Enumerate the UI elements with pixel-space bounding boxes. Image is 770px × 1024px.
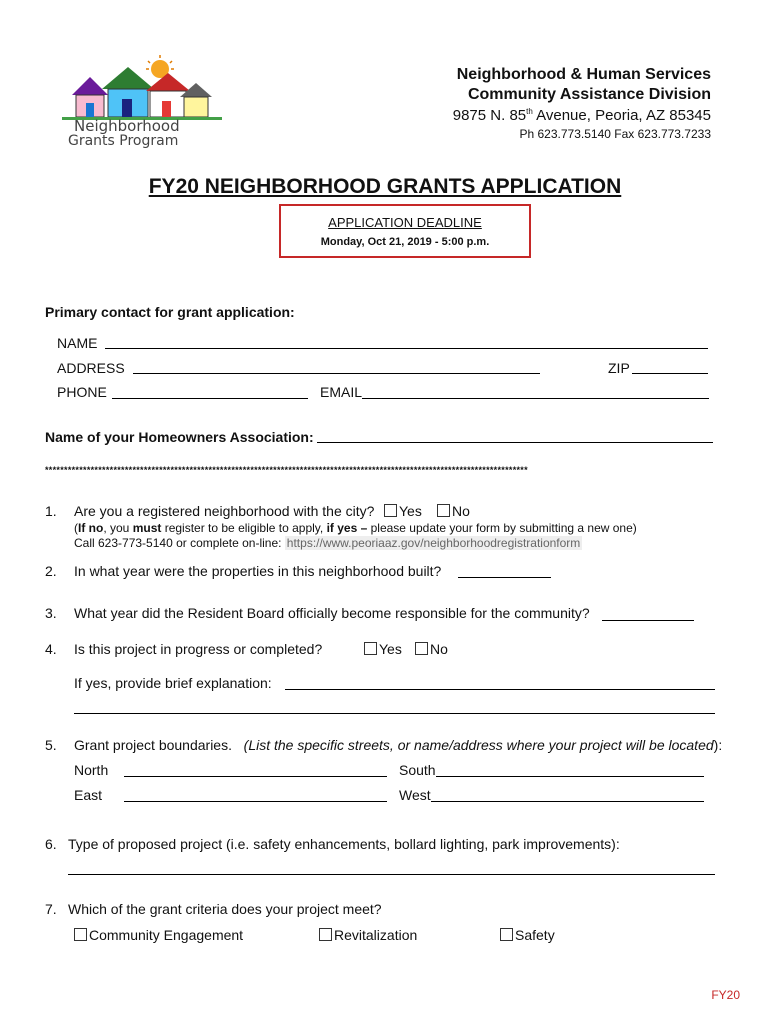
criteria-community-label: Community Engagement [89, 927, 244, 943]
q4-explain-field-1[interactable] [285, 689, 715, 690]
q1-note-if-yes: if yes – [326, 521, 368, 535]
q1-call-text: Call 623-773-5140 or complete on-line: [74, 536, 285, 550]
zip-field[interactable] [632, 373, 708, 374]
q3-text: What year did the Resident Board officially become responsible for the community? [74, 605, 590, 621]
q1-note: (If no, you must register to be eligible to apply, if yes – please update your form by submitting a new one) [74, 521, 637, 535]
q1-call [74, 536, 582, 550]
criteria-community-option[interactable] [74, 927, 243, 943]
logo-text-line1: Neighborhood [74, 117, 180, 135]
phone-label: PHONE [57, 384, 107, 400]
east-field[interactable] [124, 801, 387, 802]
q4-yes-label: Yes [379, 641, 402, 657]
north-label: North [74, 762, 109, 778]
q5-line [74, 737, 722, 753]
q1-note-b: register to be eligible to apply, [161, 521, 327, 535]
hoa-field[interactable] [317, 442, 713, 443]
criteria-safety-label: Safety [515, 927, 555, 943]
registration-link[interactable]: https://www.peoriaaz.gov/neighborhoodregistrationform [286, 536, 581, 550]
q2-text: In what year were the properties in this neighborhood built? [74, 563, 442, 579]
name-label: NAME [57, 335, 98, 351]
q5-italic: (List the specific streets, or name/address where your project will be located [243, 737, 714, 753]
south-field[interactable] [436, 776, 704, 777]
q4-yes-checkbox[interactable] [364, 642, 377, 655]
criteria-revitalization-label: Revitalization [334, 927, 418, 943]
q4-yes-option[interactable] [364, 641, 402, 657]
hoa-label: Name of your Homeowners Association: [45, 429, 314, 445]
email-field[interactable] [362, 398, 709, 399]
q4-number: 4. [45, 641, 57, 657]
q4-explain-label: If yes, provide brief explanation: [74, 675, 272, 691]
q2-field[interactable] [458, 577, 551, 578]
name-field[interactable] [105, 348, 708, 349]
q1-no-option[interactable] [437, 503, 470, 519]
contact-heading: Primary contact for grant application: [45, 304, 295, 320]
q6-number: 6. [45, 836, 57, 852]
page-title: FY20 NEIGHBORHOOD GRANTS APPLICATION [148, 175, 622, 198]
q6-field[interactable] [68, 874, 715, 875]
phone-fax: Ph 623.773.5140 Fax 623.773.7233 [519, 127, 711, 141]
q4-explain-field-2[interactable] [74, 713, 715, 714]
logo-text-line2: Grants Program [68, 133, 179, 149]
criteria-revitalization-checkbox[interactable] [319, 928, 332, 941]
q2-number: 2. [45, 563, 57, 579]
houses-logo-icon [62, 55, 222, 125]
email-label: EMAIL [320, 384, 363, 400]
q1-note-if-no: If no [78, 521, 104, 535]
criteria-safety-checkbox[interactable] [500, 928, 513, 941]
deadline-box [279, 204, 531, 258]
q1-number: 1. [45, 503, 57, 519]
address-label: ADDRESS [57, 360, 125, 376]
q4-text: Is this project in progress or completed? [74, 641, 323, 657]
q1-yes-option[interactable] [384, 503, 422, 519]
address-sup: th [526, 107, 533, 116]
q1-note-must: must [132, 521, 162, 535]
west-field[interactable] [431, 801, 704, 802]
q4-no-label: No [430, 641, 448, 657]
q1-note-c: please update your form by submitting a new one) [367, 521, 637, 535]
division-name: Community Assistance Division [467, 86, 711, 103]
east-label: East [74, 787, 103, 803]
phone-field[interactable] [112, 398, 308, 399]
q1-yes-label: Yes [399, 503, 422, 519]
north-field[interactable] [124, 776, 387, 777]
footer-label: FY20 [711, 988, 740, 1002]
zip-label: ZIP [608, 360, 630, 376]
q1-no-checkbox[interactable] [437, 504, 450, 517]
address-street: 9875 N. 85 [452, 107, 527, 124]
q7-text: Which of the grant criteria does your project meet? [68, 901, 382, 917]
q5-text: Grant project boundaries. [74, 737, 232, 753]
q3-number: 3. [45, 605, 57, 621]
q1-note-a: , you [103, 521, 133, 535]
q7-number: 7. [45, 901, 57, 917]
deadline-date: Monday, Oct 21, 2019 - 5:00 p.m. [320, 236, 490, 248]
q1-no-label: No [452, 503, 470, 519]
q1-text: Are you a registered neighborhood with the city? [74, 503, 375, 519]
org-address [453, 107, 711, 124]
criteria-community-checkbox[interactable] [74, 928, 87, 941]
org-name: Neighborhood & Human Services [456, 66, 711, 83]
address-city: Avenue, Peoria, AZ 85345 [532, 107, 711, 124]
deadline-label: APPLICATION DEADLINE [328, 215, 482, 230]
q4-no-checkbox[interactable] [415, 642, 428, 655]
q5-number: 5. [45, 737, 57, 753]
separator-stars: ******************************************************************************************************************************* [45, 465, 528, 475]
south-label: South [399, 762, 436, 778]
q3-field[interactable] [602, 620, 694, 621]
q5-end: ): [713, 737, 723, 753]
q1-yes-checkbox[interactable] [384, 504, 397, 517]
q6-text: Type of proposed project (i.e. safety enhancements, bollard lighting, park improvements): [68, 836, 620, 852]
q4-no-option[interactable] [415, 641, 448, 657]
criteria-revitalization-option[interactable] [319, 927, 417, 943]
logo [62, 55, 222, 150]
address-field[interactable] [133, 373, 540, 374]
criteria-safety-option[interactable] [500, 927, 555, 943]
west-label: West [399, 787, 431, 803]
